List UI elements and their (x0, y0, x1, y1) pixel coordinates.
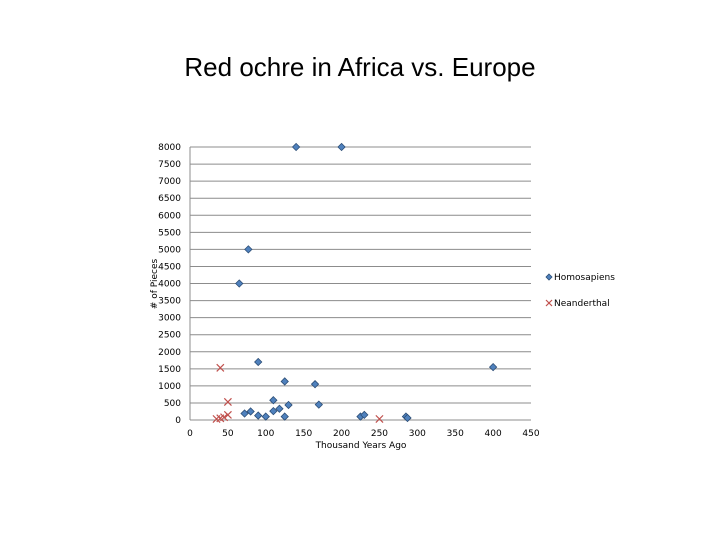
y-tick-label: 3500 (158, 296, 181, 307)
y-tick-label: 4500 (158, 262, 181, 273)
legend-marker-homosapiens (546, 274, 552, 280)
x-tick-label: 350 (446, 429, 464, 439)
homosapiens-point (281, 413, 288, 420)
neanderthal-point (217, 364, 224, 371)
y-tick-label: 1000 (158, 381, 181, 392)
y-tick-label: 4000 (158, 279, 181, 290)
homosapiens-point (236, 280, 243, 287)
homosapiens-point (245, 246, 252, 253)
x-tick-label: 50 (222, 429, 234, 439)
x-tick-label: 250 (370, 429, 389, 439)
data-points (213, 143, 497, 422)
y-tick-label: 5000 (158, 245, 181, 256)
legend-label: Homosapiens (554, 273, 615, 283)
homosapiens-point (292, 143, 299, 150)
gridlines (190, 147, 531, 403)
y-tick-label: 8000 (158, 143, 181, 153)
x-tick-label: 100 (257, 429, 275, 439)
homosapiens-point (490, 364, 497, 371)
homosapiens-point (255, 358, 262, 365)
legend-marker-neanderthal (546, 300, 552, 306)
y-tick-label: 1500 (158, 364, 181, 375)
x-tick-labels (187, 429, 540, 439)
y-tick-label: 7500 (158, 160, 181, 171)
neanderthal-point (224, 398, 231, 405)
homosapiens-point (255, 412, 262, 419)
chart-title: Red ochre in Africa vs. Europe (184, 52, 536, 82)
y-axis-title: # of Pieces (150, 258, 160, 310)
neanderthal-point (376, 415, 383, 422)
y-tick-label: 500 (163, 398, 181, 409)
y-tick-labels (158, 143, 181, 426)
homosapiens-point (262, 413, 269, 420)
x-axis-title: Thousand Years Ago (315, 441, 407, 451)
y-tick-label: 6000 (158, 211, 181, 222)
homosapiens-point (281, 378, 288, 385)
x-tick-label: 200 (332, 429, 351, 439)
x-tick-label: 400 (484, 429, 502, 439)
y-tick-label: 0 (175, 416, 181, 426)
homosapiens-point (338, 143, 345, 150)
y-tick-label: 3000 (158, 313, 181, 324)
y-tick-label: 6500 (158, 194, 181, 205)
y-tick-label: 2000 (158, 347, 181, 358)
x-tick-label: 0 (187, 429, 193, 439)
homosapiens-point (311, 381, 318, 388)
y-tick-label: 5500 (158, 228, 181, 239)
legend (546, 273, 615, 309)
y-tick-label: 7000 (158, 177, 181, 188)
legend-label: Neanderthal (554, 299, 610, 309)
x-tick-label: 300 (408, 429, 426, 439)
neanderthal-point (224, 411, 231, 418)
y-tick-label: 2500 (158, 330, 181, 341)
homosapiens-point (315, 401, 322, 408)
x-tick-label: 450 (522, 429, 540, 439)
x-tick-label: 150 (295, 429, 313, 439)
